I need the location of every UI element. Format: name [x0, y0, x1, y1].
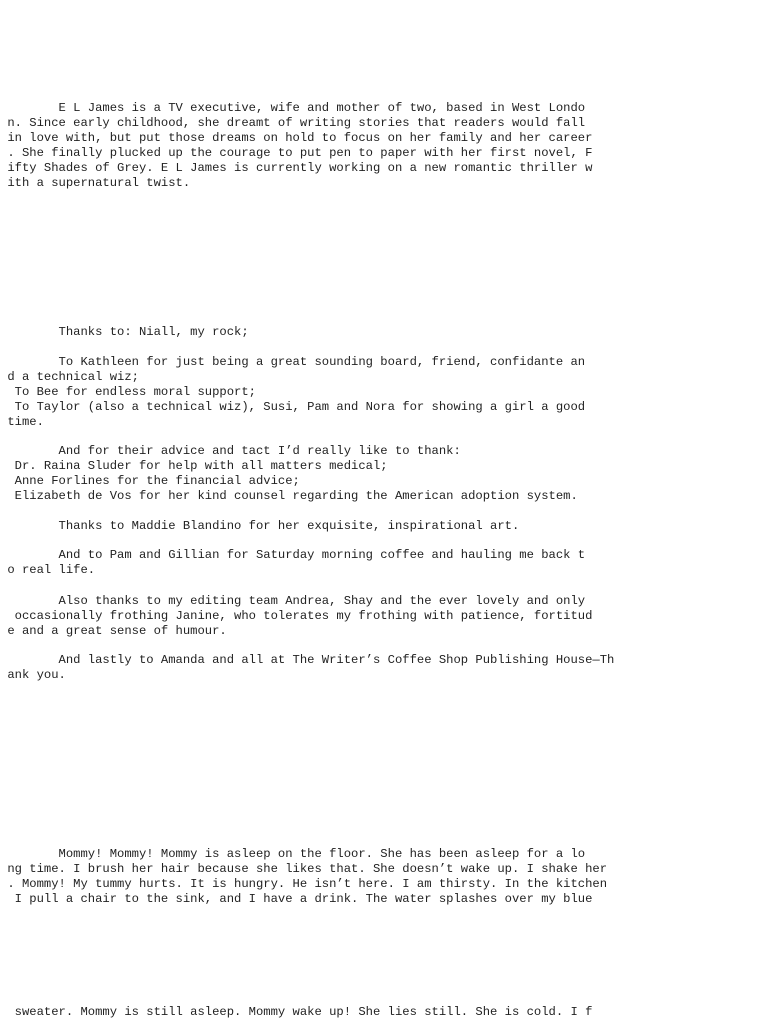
prologue-line-4: I pull a chair to the sink, and I have a drink. The water splashes over my blue [0, 892, 593, 906]
prologue-line-5: sweater. Mommy is still asleep. Mommy wake up! She lies still. She is cold. I f [0, 1005, 593, 1019]
bio-line-6: ith a supernatural twist. [0, 176, 191, 190]
acknowledgement-line-18: ank you. [0, 668, 66, 682]
acknowledgement-line-14: Also thanks to my editing team Andrea, Shay and the ever lovely and only [0, 594, 586, 608]
acknowledgement-line-8: Dr. Raina Sluder for help with all matters medical; [0, 459, 388, 473]
acknowledgement-line-2: To Kathleen for just being a great sounding board, friend, confidante an [0, 355, 586, 369]
acknowledgement-line-11: Thanks to Maddie Blandino for her exquisite, inspirational art. [0, 519, 520, 533]
acknowledgement-line-10: Elizabeth de Vos for her kind counsel regarding the American adoption system. [0, 489, 578, 503]
acknowledgement-line-7: And for their advice and tact I’d really like to thank: [0, 444, 461, 458]
bio-line-1: E L James is a TV executive, wife and mother of two, based in West Londo [0, 101, 586, 115]
acknowledgement-line-13: o real life. [0, 563, 96, 577]
acknowledgement-line-6: time. [0, 415, 44, 429]
acknowledgement-line-3: d a technical wiz; [0, 370, 139, 384]
bio-line-4: . She finally plucked up the courage to put pen to paper with her first novel, F [0, 146, 593, 160]
acknowledgement-line-1: Thanks to: Niall, my rock; [0, 325, 249, 339]
acknowledgement-line-17: And lastly to Amanda and all at The Writer’s Coffee Shop Publishing House—Th [0, 653, 615, 667]
bio-line-5: ifty Shades of Grey. E L James is currently working on a new romantic thriller w [0, 161, 593, 175]
acknowledgement-line-4: To Bee for endless moral support; [0, 385, 256, 399]
acknowledgement-line-12: And to Pam and Gillian for Saturday morning coffee and hauling me back t [0, 548, 586, 562]
acknowledgement-line-9: Anne Forlines for the financial advice; [0, 474, 300, 488]
prologue-line-3: . Mommy! My tummy hurts. It is hungry. He isn’t here. I am thirsty. In the kitchen [0, 877, 608, 891]
acknowledgement-line-16: e and a great sense of humour. [0, 624, 227, 638]
bio-line-3: in love with, but put those dreams on hold to focus on her family and her career [0, 131, 593, 145]
bio-line-2: n. Since early childhood, she dreamt of writing stories that readers would fall [0, 116, 586, 130]
prologue-line-1: Mommy! Mommy! Mommy is asleep on the floor. She has been asleep for a lo [0, 847, 586, 861]
acknowledgement-line-5: To Taylor (also a technical wiz), Susi, Pam and Nora for showing a girl a good [0, 400, 586, 414]
acknowledgement-line-15: occasionally frothing Janine, who tolerates my frothing with patience, fortitud [0, 609, 593, 623]
prologue-line-2: ng time. I brush her hair because she likes that. She doesn’t wake up. I shake her [0, 862, 608, 876]
